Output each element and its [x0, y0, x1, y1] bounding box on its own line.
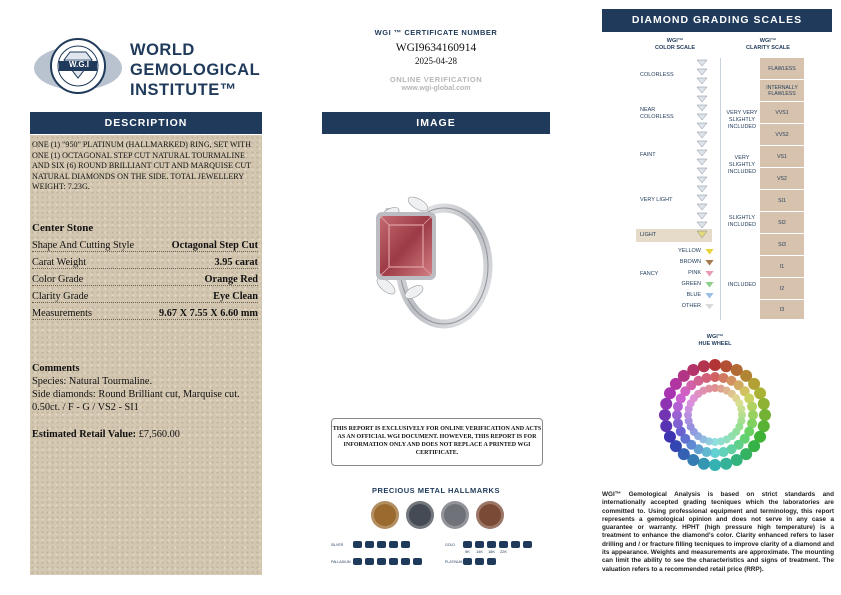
hue-dot: [672, 410, 682, 420]
fancy-pink: PINK: [660, 268, 714, 279]
gold-stamps: [463, 541, 532, 548]
clarity-grade-i3: I3: [760, 300, 804, 320]
row-label: Clarity Grade: [32, 291, 89, 302]
clarity-grade-vvs1: VVS1: [760, 102, 804, 124]
platinum-label: PLATINUM: [445, 560, 463, 564]
hue-dot: [705, 385, 713, 393]
clarity-scale-title-line1: WGI™: [759, 38, 777, 44]
row-value: Octagonal Step Cut: [171, 240, 258, 251]
hallmark-stamps: [331, 540, 543, 570]
silver-stamps: [353, 541, 410, 548]
hue-dot: [709, 359, 721, 371]
hue-dot: [660, 420, 672, 432]
clarity-group-i: INCLUDED: [727, 282, 757, 288]
institute-name-line1: WORLD: [130, 41, 195, 59]
comments-title: Comments: [32, 363, 80, 374]
comments-line2: Side diamonds: Round Brilliant cut, Marquise cut. 0.50ct. / F - G / VS2 - SI1: [32, 389, 240, 413]
row-value: 3.95 carat: [214, 257, 258, 268]
clarity-grade-vvs2: VVS2: [760, 124, 804, 146]
institute-name-line3: INSTITUTE™: [130, 81, 237, 99]
retail-label: Estimated Retail Value:: [32, 429, 137, 440]
row-value: Eye Clean: [213, 291, 258, 302]
row-color: [32, 269, 258, 286]
fancy-other: OTHER: [660, 301, 714, 312]
color-group-colorless: COLORLESS: [640, 72, 674, 78]
clarity-grade-i1: I1: [760, 256, 804, 278]
fancy-yellow: YELLOW: [660, 246, 714, 257]
hue-dot: [758, 420, 770, 432]
wgi-logo: [30, 30, 126, 102]
clarity-grade-i2: I2: [760, 278, 804, 300]
color-group-fancy: FANCY: [640, 271, 659, 277]
karat-label: 22K: [499, 549, 508, 554]
hue-dot: [660, 398, 672, 410]
color-scale-title-line1: WGI™: [666, 38, 684, 44]
row-carat: [32, 252, 258, 269]
clarity-grade-if: INTERNALLY FLAWLESS: [760, 80, 804, 102]
row-label: Carat Weight: [32, 257, 87, 268]
fancy-color-list: [660, 246, 714, 312]
image-header: IMAGE: [322, 112, 550, 134]
row-shape: [32, 235, 258, 252]
institute-name: [130, 40, 260, 100]
color-scale-diamonds: [696, 58, 708, 240]
hue-wheel-title: [680, 334, 750, 348]
hallmark-coin-platinum: [406, 501, 434, 529]
institute-name-line2: GEMOLOGICAL: [130, 61, 261, 79]
hue-dot: [720, 360, 732, 372]
karat-label: 14K: [475, 549, 484, 554]
silver-label: SILVER: [331, 543, 344, 547]
hue-dot: [758, 398, 770, 410]
clarity-group-vvs: VERY VERY SLIGHTLY INCLUDED: [726, 110, 758, 130]
row-measurements: [32, 303, 258, 320]
clarity-grade-vs2: VS2: [760, 168, 804, 190]
gold-label: GOLD: [445, 543, 455, 547]
hue-dot: [720, 458, 732, 470]
hallmarks-title: PRECIOUS METAL HALLMARKS: [372, 486, 500, 495]
row-label: Measurements: [32, 308, 93, 319]
clarity-grade-fl: FLAWLESS: [760, 58, 804, 80]
hue-dot: [748, 410, 758, 420]
hue-dot: [698, 458, 710, 470]
fancy-green: GREEN: [660, 279, 714, 290]
hue-dot: [731, 454, 743, 466]
row-label: Shape And Cutting Style: [32, 240, 135, 251]
retail-value: [32, 428, 180, 441]
certificate-date: 2025-04-28: [415, 56, 457, 66]
color-scale-title-line2: COLOR SCALE: [654, 45, 696, 51]
hallmark-coins: [371, 501, 511, 531]
hue-wheel-title-line1: WGI™: [706, 334, 724, 340]
hue-dot: [698, 360, 710, 372]
hue-dot: [747, 402, 757, 412]
hue-dot: [687, 364, 699, 376]
grading-header: DIAMOND GRADING SCALES: [602, 9, 832, 32]
color-scale-title: [640, 38, 710, 52]
hue-dot: [664, 431, 676, 443]
gold-karat-labels: [463, 549, 508, 554]
hue-dot: [659, 409, 671, 421]
fancy-brown: BROWN: [660, 257, 714, 268]
certificate-number: WGI9634160914: [395, 42, 477, 54]
clarity-divider: [720, 58, 721, 320]
clarity-grade-si1: SI1: [760, 190, 804, 212]
platinum-stamps: [463, 558, 496, 565]
clarity-group-si: SLIGHTLY INCLUDED: [727, 215, 757, 228]
hue-dot: [759, 409, 771, 421]
logo-seal-text: W.G.I: [69, 60, 89, 69]
hallmark-coin-palladium: [476, 501, 504, 529]
color-group-faint: FAINT: [640, 152, 656, 158]
hue-dot: [710, 448, 720, 458]
certificate-label: WGI ™ CERTIFICATE NUMBER: [374, 28, 498, 37]
center-stone-title: Center Stone: [32, 222, 94, 234]
diamond-stack-icon: [696, 58, 708, 240]
hue-wheel-icon: [652, 352, 778, 478]
hue-dot: [702, 373, 712, 383]
palladium-stamps: [353, 558, 422, 565]
color-group-near-colorless: NEAR COLORLESS: [640, 107, 674, 120]
clarity-grade-si2: SI2: [760, 212, 804, 234]
fancy-blue: BLUE: [660, 290, 714, 301]
clarity-group-vs: VERY SLIGHTLY INCLUDED: [727, 155, 757, 175]
palladium-label: PALLADIUM: [331, 560, 351, 564]
hallmark-coin-silver: [441, 501, 469, 529]
hue-dot: [710, 372, 720, 382]
comments-line1: Species: Natural Tourmaline.: [32, 376, 153, 387]
hue-dot: [718, 447, 728, 457]
description-header: DESCRIPTION: [30, 112, 262, 134]
row-value: 9.67 X 7.55 X 6.60 mm: [159, 308, 258, 319]
description-panel: [30, 135, 262, 575]
hue-dot: [673, 418, 683, 428]
hue-wheel-title-line2: HUE WHEEL: [698, 341, 732, 347]
karat-label: 9K: [465, 549, 470, 554]
clarity-grade-si3: SI3: [760, 234, 804, 256]
karat-label: 18K: [487, 549, 496, 554]
clarity-scale-title: [728, 38, 808, 52]
online-report-notice: THIS REPORT IS EXCLUSIVELY FOR ONLINE VERIFICATION AND ACTS AS AN OFFICIAL WGI DOCUMENT. HOWEVER, THIS REPORT IS FOR INFORMATION ONLY AND DOES NOT REPLACE A PRINTED WGI CERTIFICATE.: [331, 418, 543, 466]
color-group-light-label: LIGHT: [640, 232, 657, 238]
verification-url[interactable]: www.wgi-global.com: [401, 85, 471, 92]
color-group-very-light: VERY LIGHT: [640, 197, 673, 203]
clarity-grade-vs1: VS1: [760, 146, 804, 168]
retail-amount: £7,560.00: [138, 429, 180, 440]
hallmark-coin-gold: [371, 501, 399, 529]
row-value: Orange Red: [204, 274, 258, 285]
hue-dot: [754, 387, 766, 399]
hue-dot: [709, 459, 721, 471]
hue-wheel: [652, 352, 778, 478]
certificate-block: [322, 28, 550, 92]
row-clarity: [32, 286, 258, 303]
clarity-scale-title-line2: CLARITY SCALE: [746, 45, 790, 51]
ring-image: [356, 180, 496, 330]
disclaimer-text: WGI™ Gemological Analysis is based on strict standards and internationally accepted grading tecniques which the laboratories are committed to. Using professional equipment and terminology, this report represents a gemological opinion and does not serve in any case a guarantee or warranty. HPHT (high pressure high temperature) is a treatment to enhance the diamond's color. Clarity enhanced refers to laser drilling and / or fracture filling tecniques to improve clarity of a diamond and its appearance. Weights and measurements are approximate. The mounting can limit the ability to see the characteristics and signs of treatment. The valuation refers to a recommended retail price (RRP).: [602, 491, 834, 573]
row-label: Color Grade: [32, 274, 84, 285]
online-verification-label: ONLINE VERIFICATION: [389, 75, 483, 84]
description-text: ONE (1) "950" PLATINUM (HALLMARKED) RING, SET WITH ONE (1) OCTAGONAL STEP CUT NATURAL TOURMALINE AND SIX (6) ROUND BRILLIANT CUT AND MARQUISE CUT NATURAL DIAMONDS ON THE SIDE. TOTAL JEWELLERY WEIGHT: 7.23G.: [32, 140, 251, 192]
